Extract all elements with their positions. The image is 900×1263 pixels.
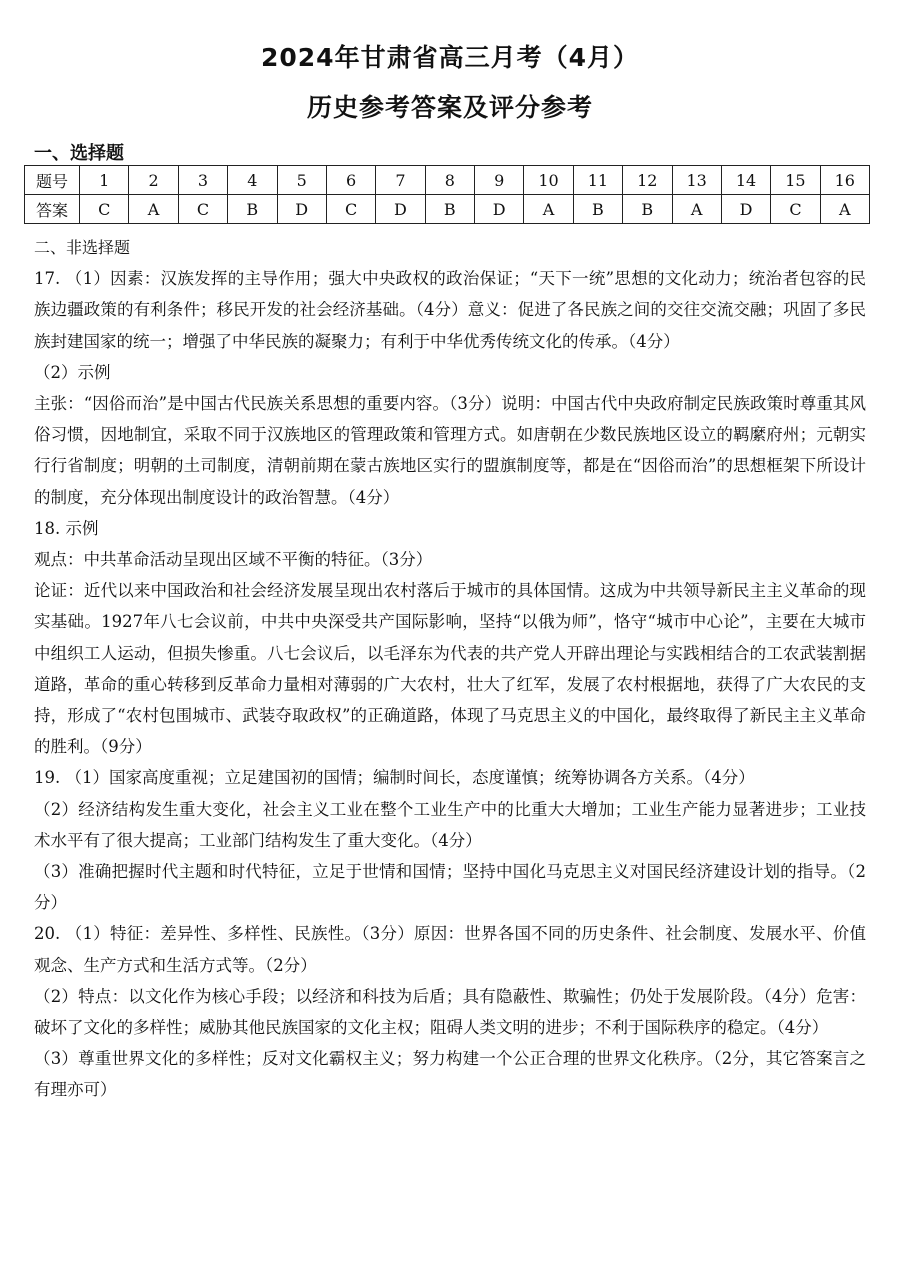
- answer-paragraph-q19-3: （3）准确把握时代主题和时代特征，立足于世情和国情；坚持中国化马克思主义对国民经济建设计划的指导。（2分）: [34, 862, 866, 913]
- answer-row: [25, 195, 870, 224]
- question-number: 3: [178, 166, 227, 195]
- answer-cell: A: [672, 195, 721, 224]
- answer-paragraph-q19-2: （2）经济结构发生重大变化，社会主义工业在整个工业生产中的比重大大增加；工业生产能力显著进步；工业技术水平有了很大提高；工业部门结构发生了重大变化。（4分）: [34, 799, 866, 850]
- answer-cell: D: [376, 195, 425, 224]
- answer-cell: C: [771, 195, 820, 224]
- question-number: 1: [80, 166, 129, 195]
- answer-paragraph-q17-2: 主张：“因俗而治”是中国古代民族关系思想的重要内容。（3分）说明：中国古代中央政府制定民族政策时尊重其风俗习惯，因地制宜，采取不同于汉族地区的管理政策和管理方式。如唐朝在少数民族地区设立的羁縻府州；元朝实行行省制度；明朝的土司制度，清朝前期在蒙古族地区实行的盟旗制度等，都是在“因俗而治”的思想框架下所设计的制度，充分体现出制度设计的政治智慧。（4分）: [34, 394, 866, 507]
- answer-cell: C: [178, 195, 227, 224]
- answer-cell: C: [80, 195, 129, 224]
- answer-cell: A: [524, 195, 573, 224]
- answer-table: [24, 165, 870, 224]
- answer-cell: B: [228, 195, 277, 224]
- question-number: 6: [326, 166, 375, 195]
- question-number: 14: [721, 166, 770, 195]
- answer-cell: D: [721, 195, 770, 224]
- answer-paragraph-q18-argument: 论证：近代以来中国政治和社会经济发展呈现出农村落后于城市的具体国情。这成为中共领导新民主主义革命的现实基础。1927年八七会议前，中共中央深受共产国际影响，坚持“以俄为师”，恪守“城市中心论”，主要在大城市中组织工人运动，但损失惨重。八七会议后，以毛泽东为代表的共产党人开辟出理论与实践相结合的工农武装割据道路，革命的重心转移到反革命力量相对薄弱的广大农村，壮大了红军，发展了农村根据地，获得了广大农民的支持，形成了“农村包围城市、武装夺取政权”的正确道路，体现了马克思主义的中国化，最终取得了新民主主义革命的胜利。（9分）: [34, 581, 866, 757]
- question-number: 12: [623, 166, 672, 195]
- answer-cell: D: [475, 195, 524, 224]
- question-number: 11: [573, 166, 622, 195]
- non-choice-section: [34, 232, 866, 1106]
- page-title: 2024年甘肃省高三月考（4月）: [261, 43, 639, 72]
- answer-cell: B: [425, 195, 474, 224]
- answer-cell: D: [277, 195, 326, 224]
- answer-paragraph-q20-3: （3）尊重世界文化的多样性；反对文化霸权主义；努力构建一个公正合理的世界文化秩序。（2分，其它答案言之有理亦可）: [34, 1049, 866, 1100]
- answer-paragraph-q18-view: 观点：中共革命活动呈现出区域不平衡的特征。（3分）: [34, 550, 433, 570]
- answer-cell: A: [820, 195, 869, 224]
- page-subtitle: 历史参考答案及评分参考: [306, 93, 593, 122]
- question-number: 7: [376, 166, 425, 195]
- question-number: 4: [228, 166, 277, 195]
- answer-paragraph-q17-2-label: （2）示例: [34, 362, 111, 382]
- question-number: 15: [771, 166, 820, 195]
- answer-paragraph-q19-1: 19. （1）国家高度重视；立足建国初的国情；编制时间长，态度谨慎；统筹协调各方关系。（4分）: [34, 768, 755, 788]
- answer-paragraph-q20-1: 20. （1）特征：差异性、多样性、民族性。（3分）原因：世界各国不同的历史条件、社会制度、发展水平、价值观念、生产方式和生活方式等。（2分）: [34, 924, 866, 975]
- row-header-number: 题号: [25, 166, 80, 195]
- question-number-row: [25, 166, 870, 195]
- answer-cell: B: [623, 195, 672, 224]
- answer-cell: C: [326, 195, 375, 224]
- section-non-choice-title: 二、非选择题: [34, 238, 131, 257]
- answer-paragraph-q18-label: 18. 示例: [34, 518, 99, 538]
- answer-paragraph-q20-2: （2）特点：以文化作为核心手段；以经济和科技为后盾；具有隐蔽性、欺骗性；仍处于发展阶段。（4分）危害：破坏了文化的多样性；威胁其他民族国家的文化主权；阻碍人类文明的进步；不利于国际秩序的稳定。（4分）: [34, 986, 866, 1038]
- answer-cell: A: [129, 195, 178, 224]
- question-number: 10: [524, 166, 573, 195]
- question-number: 2: [129, 166, 178, 195]
- section-choice-title: 一、选择题: [34, 143, 124, 164]
- row-header-answer: 答案: [25, 195, 80, 224]
- question-number: 13: [672, 166, 721, 195]
- question-number: 16: [820, 166, 869, 195]
- question-number: 9: [475, 166, 524, 195]
- answer-paragraph-q17-1: 17. （1）因素：汉族发挥的主导作用；强大中央政权的政治保证；“天下一统”思想的文化动力；统治者包容的民族边疆政策的有利条件；移民开发的社会经济基础。（4分）意义：促进了各民族之间的交往交流交融；巩固了多民族封建国家的统一；增强了中华民族的凝聚力；有利于中华优秀传统文化的传承。（4分）: [34, 269, 866, 351]
- answer-cell: B: [573, 195, 622, 224]
- question-number: 8: [425, 166, 474, 195]
- question-number: 5: [277, 166, 326, 195]
